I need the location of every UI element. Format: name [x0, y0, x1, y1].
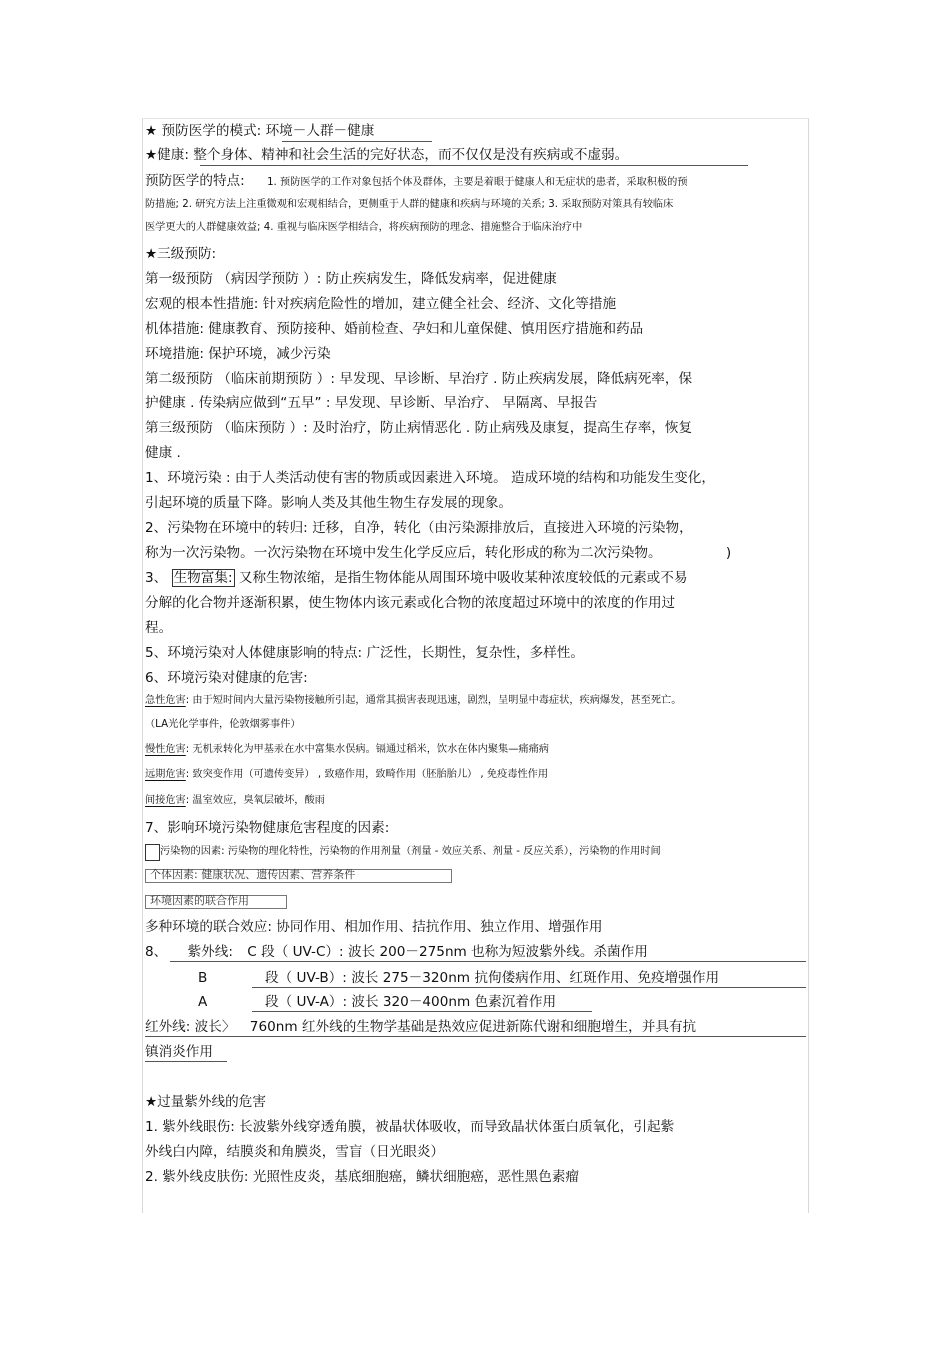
health-definition: ★健康: 整个身体、精神和社会生活的完好状态，而不仅仅是没有疾病或不虚弱。 [145, 147, 629, 163]
bioaccumulation-term: 生物富集: [173, 570, 233, 586]
infrared-text: 760nm 红外线的生物学基础是热效应促进新陈代谢和细胞增生，并具有抗 [249, 1019, 697, 1035]
long-term-hazard: 远期危害: 致突变作用（可遗传变异） , 致癌作用，致畸作用（胚胎胎儿） , 免疫毒性作用 [145, 769, 549, 780]
individual-factors: 个体因素: 健康状况、遗传因素、营养条件 [150, 868, 356, 881]
uv-c-line [145, 943, 648, 961]
long-term-hazard-term: 远期危害 [145, 769, 186, 780]
uv-hazard-heading: ★过量紫外线的危害 [145, 1094, 266, 1110]
features-line-1 [145, 172, 688, 190]
pollution-definition: 1、环境污染 : 由于人类活动使有害的物质或因素进入环境。 造成环境的结构和功能发生变化， [145, 470, 715, 486]
features-label: 预防医学的特点: [145, 173, 245, 189]
health-hazards-heading: 6、环境污染对健康的危害: [145, 670, 308, 686]
item-number: 3、 [145, 570, 168, 586]
features-line-3: 医学更大的人群健康效益; 4. 重视与临床医学相结合，将疾病预防的理念、措施整合于临床治疗中 [145, 222, 583, 233]
model-line: ★ 预防医学的模式: 环境－人群－健康 [145, 123, 375, 139]
chronic-hazard: 慢性危害: 无机汞转化为甲基汞在水中富集水俣病。镉通过稻米，饮水在体内聚集—痛痛病 [145, 744, 549, 755]
combined-effects: 多种环境的联合效应: 协同作用、相加作用、拮抗作用、独立作用、增强作用 [145, 919, 603, 935]
bioaccumulation [145, 569, 687, 587]
factors-heading: 7、影响环境污染物健康危害程度的因素: [145, 820, 390, 836]
environment-factors: 环境因素的联合作用 [150, 894, 249, 907]
infrared-label: 红外线: 波长〉 [145, 1019, 236, 1035]
infrared-line [145, 1018, 696, 1036]
five-early: 护健康 . 传染病应做到“五早” : 早发现、早诊断、早治疗、 早隔离、早报告 [145, 395, 598, 411]
bioaccumulation-text: 又称生物浓缩，是指生物体能从周围环境中吸收某种浓度较低的元素或不易 [238, 570, 688, 586]
tertiary-prevention-cont: 健康 . [145, 445, 181, 461]
uv-eye-injury-cont: 外线白内障，结膜炎和角膜炎，雪盲（日光眼炎） [145, 1144, 445, 1160]
body-measures: 机体措施: 健康教育、预防接种、婚前检查、孕妇和儿童保健、慎用医疗措施和药品 [145, 321, 644, 337]
features-line-2: 防措施; 2. 研究方法上注重微观和宏观相结合，更侧重于人群的健康和疾病与环境的关系; 3. 采取预防对策具有较临床 [145, 199, 674, 210]
underline [200, 165, 748, 166]
indirect-hazard-term: 间接危害 [145, 795, 186, 806]
pollutant-fate-cont [145, 544, 731, 562]
pollutant-fate: 2、污染物在环境中的转归: 迁移，自净，转化（由污染源排放后，直接进入环境的污染物， [145, 520, 693, 536]
acute-hazard-examples: （LA光化学事件，伦敦烟雾事件） [145, 719, 301, 730]
uv-label: 紫外线: [187, 944, 233, 960]
pollution-definition-cont: 引起环境的质量下降。影响人类及其他生物生存发展的现象。 [145, 495, 513, 511]
underline [252, 987, 806, 988]
environment-measures: 环境措施: 保护环境，减少污染 [145, 346, 331, 362]
uv-skin-injury: 2. 紫外线皮肤伤: 光照性皮炎，基底细胞癌，鳞状细胞癌，恶性黑色素瘤 [145, 1169, 580, 1185]
uv-eye-injury: 1. 紫外线眼伤: 长波紫外线穿透角膜，被晶状体吸收，而导致晶状体蛋白质氧化，引起紫 [145, 1119, 675, 1135]
indirect-hazard: 间接危害: 温室效应，臭氧层破坏，酸雨 [145, 795, 325, 806]
bioaccumulation-cont: 分解的化合物并逐渐积累，使生物体内该元素或化合物的浓度超过环境中的浓度的作用过 [145, 595, 676, 611]
macro-measures: 宏观的根本性措施: 针对疾病危险性的增加，建立健全社会、经济、文化等措施 [145, 296, 617, 312]
tertiary-prevention: 第三级预防 （临床预防 ）: 及时治疗，防止病情恶化 . 防止病残及康复，提高生存率，恢复 [145, 420, 693, 436]
uv-a-text: 段（ UV-A）: 波长 320－400nm 色素沉着作用 [265, 994, 557, 1010]
acute-hazard-term: 急性危害 [145, 695, 186, 706]
primary-prevention: 第一级预防 （病因学预防 ）: 防止疾病发生，降低发病率，促进健康 [145, 271, 557, 287]
infrared-cont: 镇消炎作用 [145, 1044, 213, 1060]
three-level-heading: ★三级预防: [145, 246, 217, 262]
uv-b-letter: B [198, 970, 208, 986]
pollutant-factors: 污染物的因素: 污染物的理化特性，污染物的作用剂量（剂量 - 效应关系、剂量 - 反应关系），污染物的作用时间 [160, 846, 661, 857]
underline [145, 1061, 227, 1062]
features-item-1: 1. 预防医学的工作对象包括个体及群体，主要是着眼于健康人和无症状的患者，采取积极的预 [267, 177, 688, 188]
item-number: 8、 [145, 944, 168, 960]
health-effect-features: 5、环境污染对人体健康影响的特点: 广泛性，长期性，复杂性，多样性。 [145, 645, 584, 661]
pollutant-fate-text: 称为一次污染物。一次污染物在环境中发生化学反应后，转化形成的称为二次污染物。 [145, 545, 662, 561]
acute-hazard: 急性危害: 由于短时间内大量污染物接触所引起，通常其损害表现迅速，剧烈，呈明显中毒症状，疾病爆发，甚至死亡。 [145, 695, 682, 706]
chronic-hazard-term: 慢性危害 [145, 744, 186, 755]
bioaccumulation-end: 程。 [145, 620, 173, 636]
uv-c-text: C 段（ UV-C）: 波长 200－275nm 也称为短波紫外线。杀菌作用 [247, 944, 648, 960]
checkbox-icon [145, 844, 160, 861]
underline [145, 1036, 806, 1037]
uv-a-letter: A [198, 994, 208, 1010]
underline [252, 1011, 592, 1012]
underline [170, 961, 806, 962]
underline [282, 141, 432, 142]
closing-paren: ) [725, 545, 732, 561]
uv-b-text: 段（ UV-B）: 波长 275－320nm 抗佝偻病作用、红斑作用、免疫增强作用 [265, 970, 720, 986]
secondary-prevention: 第二级预防 （临床前期预防 ）: 早发现、早诊断、早治疗 . 防止疾病发展，降低病死率，保 [145, 371, 693, 387]
